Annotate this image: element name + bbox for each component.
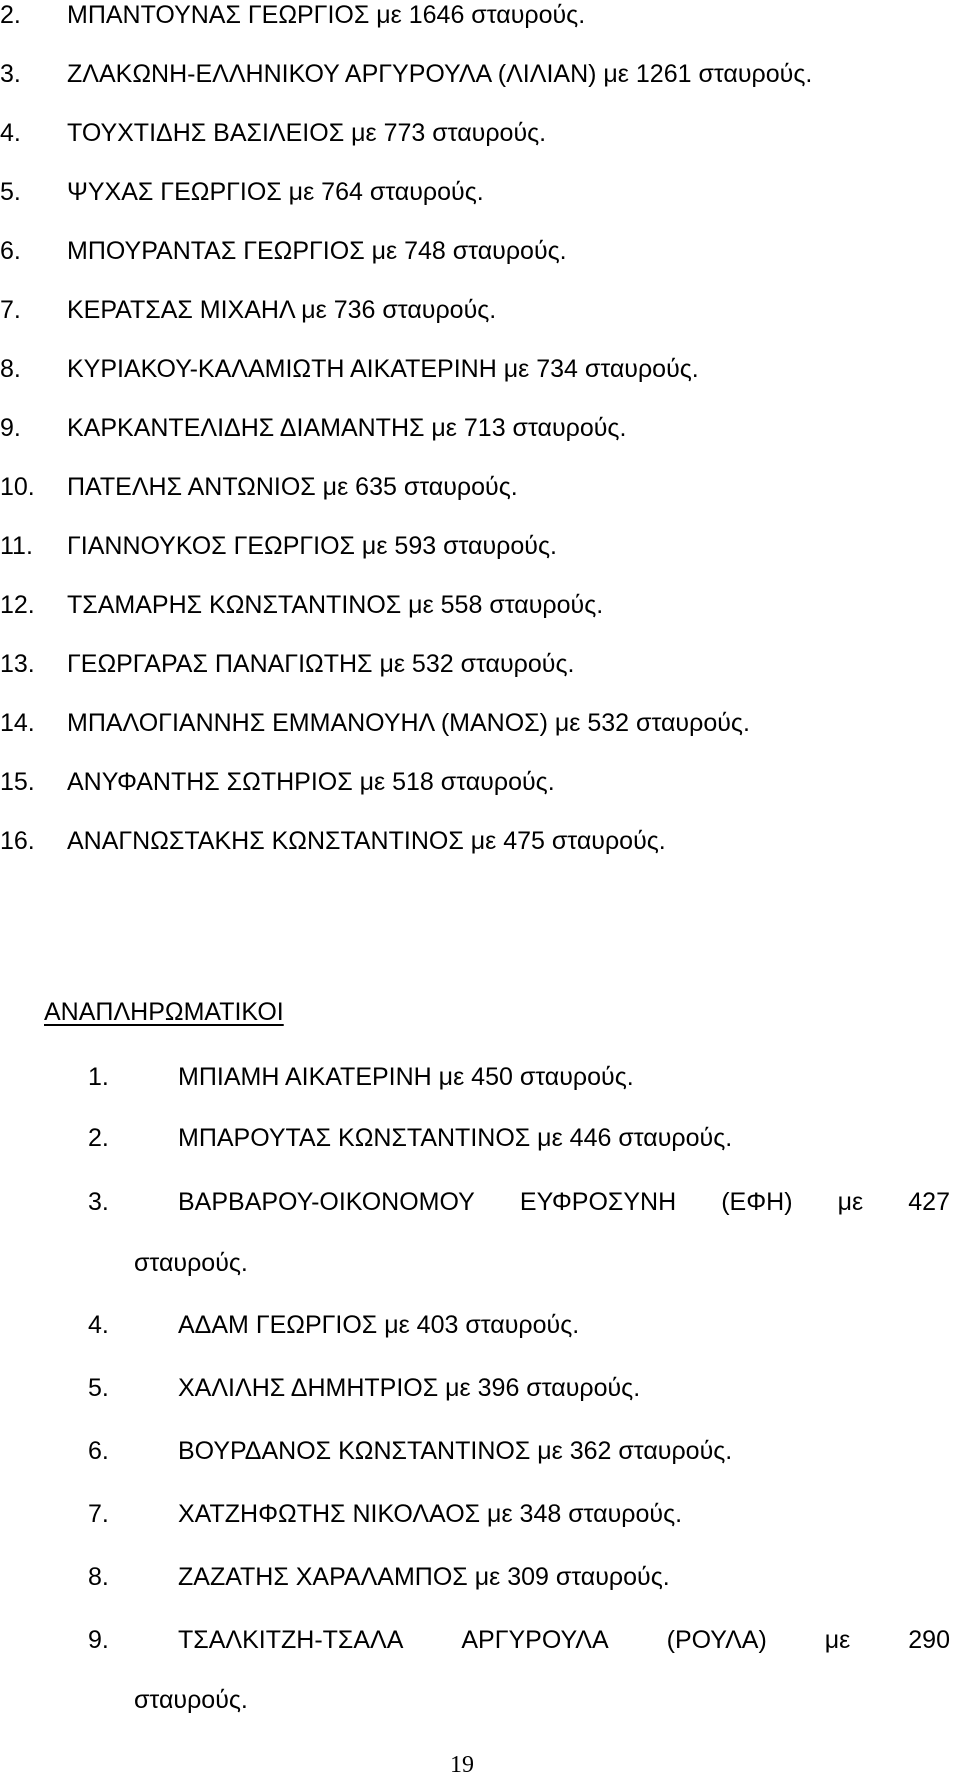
list-item-text: ΠΑΤΕΛΗΣ ΑΝΤΩΝΙΟΣ με 635 σταυρούς. <box>67 473 518 501</box>
list-item-text: ΑΝΑΓΝΩΣΤΑΚΗΣ ΚΩΝΣΤΑΝΤΙΝΟΣ με 475 σταυρούς. <box>67 827 666 855</box>
list-item-number: 2. <box>0 1 21 29</box>
word: ΑΡΓΥΡΟΥΛΑ <box>461 1626 609 1654</box>
list-item-number: 14. <box>0 709 35 737</box>
list-item-text: ΜΠΑΝΤΟΥΝΑΣ ΓΕΩΡΓΙΟΣ με 1646 σταυρούς. <box>67 1 586 29</box>
list-item-number: 6. <box>0 237 21 265</box>
list-item-text: ΚΕΡΑΤΣΑΣ ΜΙΧΑΗΛ με 736 σταυρούς. <box>67 296 497 324</box>
word: (ΡΟΥΛΑ) <box>666 1626 767 1654</box>
list-item-number: 1. <box>88 1063 109 1091</box>
list-item-text: ΚΥΡΙΑΚΟΥ-ΚΑΛΑΜΙΩΤΗ ΑΙΚΑΤΕΡΙΝΗ με 734 σταυρούς. <box>67 355 699 383</box>
list-item-text: ΜΠΙΑΜΗ ΑΙΚΑΤΕΡΙΝΗ με 450 σταυρούς. <box>178 1063 634 1091</box>
list-item-text: ΖΛΑΚΩΝΗ-ΕΛΛΗΝΙΚΟΥ ΑΡΓΥΡΟΥΛΑ (ΛΙΛΙΑΝ) με 1261 σταυρούς. <box>67 60 813 88</box>
list-item-number: 6. <box>88 1437 109 1465</box>
list-item-number: 5. <box>0 178 21 206</box>
word: με <box>824 1626 851 1654</box>
list-item-text: ΨΥΧΑΣ ΓΕΩΡΓΙΟΣ με 764 σταυρούς. <box>67 178 484 206</box>
list-item-number: 12. <box>0 591 35 619</box>
word: με <box>837 1188 864 1216</box>
list-item-continuation: σταυρούς. <box>134 1249 248 1277</box>
word: ΤΣΑΛΚΙΤΖΗ-ΤΣΑΛΑ <box>178 1626 404 1654</box>
list-item-number: 2. <box>88 1124 109 1152</box>
list-item-text: ΚΑΡΚΑΝΤΕΛΙΔΗΣ ΔΙΑΜΑΝΤΗΣ με 713 σταυρούς. <box>67 414 627 442</box>
list-item-text: ΓΕΩΡΓΑΡΑΣ ΠΑΝΑΓΙΩΤΗΣ με 532 σταυρούς. <box>67 650 575 678</box>
list-item-number: 9. <box>0 414 21 442</box>
word: ΒΑΡΒΑΡΟΥ-ΟΙΚΟΝΟΜΟΥ <box>178 1188 475 1216</box>
list-item-text: ΒΟΥΡΔΑΝΟΣ ΚΩΝΣΤΑΝΤΙΝΟΣ με 362 σταυρούς. <box>178 1437 733 1465</box>
list-item-text <box>178 1190 950 1215</box>
list-item-number: 3. <box>0 60 21 88</box>
substitutes-heading: ΑΝΑΠΛΗΡΩΜΑΤΙΚΟΙ <box>44 998 284 1026</box>
list-item-text: ΧΑΤΖΗΦΩΤΗΣ ΝΙΚΟΛΑΟΣ με 348 σταυρούς. <box>178 1500 683 1528</box>
list-item-text: ΤΣΑΜΑΡΗΣ ΚΩΝΣΤΑΝΤΙΝΟΣ με 558 σταυρούς. <box>67 591 604 619</box>
list-item-text: ΖΑΖΑΤΗΣ ΧΑΡΑΛΑΜΠΟΣ με 309 σταυρούς. <box>178 1563 670 1591</box>
list-item-number: 15. <box>0 768 35 796</box>
list-item-text <box>178 1628 950 1653</box>
list-item-continuation: σταυρούς. <box>134 1686 248 1714</box>
list-item-text: ΑΝΥΦΑΝΤΗΣ ΣΩΤΗΡΙΟΣ με 518 σταυρούς. <box>67 768 555 796</box>
word: 427 <box>908 1188 950 1216</box>
page-number: 19 <box>450 1752 474 1778</box>
list-item-number: 10. <box>0 473 35 501</box>
list-item-number: 11. <box>0 532 33 560</box>
list-item-number: 5. <box>88 1374 109 1402</box>
list-item-number: 4. <box>88 1311 109 1339</box>
word: ΕΥΦΡΟΣΥΝΗ <box>519 1188 677 1216</box>
list-item-text: ΑΔΑΜ ΓΕΩΡΓΙΟΣ με 403 σταυρούς. <box>178 1311 580 1339</box>
list-item-number: 9. <box>88 1626 109 1654</box>
list-item-text: ΜΠΑΡΟΥΤΑΣ ΚΩΝΣΤΑΝΤΙΝΟΣ με 446 σταυρούς. <box>178 1124 733 1152</box>
list-item-number: 16. <box>0 827 35 855</box>
word: (ΕΦΗ) <box>721 1188 793 1216</box>
list-item-number: 3. <box>88 1188 109 1216</box>
list-item-text: ΧΑΛΙΛΗΣ ΔΗΜΗΤΡΙΟΣ με 396 σταυρούς. <box>178 1374 641 1402</box>
list-item-text: ΓΙΑΝΝΟΥΚΟΣ ΓΕΩΡΓΙΟΣ με 593 σταυρούς. <box>67 532 557 560</box>
list-item-text: ΜΠΑΛΟΓΙΑΝΝΗΣ ΕΜΜΑΝΟΥΗΛ (ΜΑΝΟΣ) με 532 σταυρούς. <box>67 709 750 737</box>
list-item-number: 8. <box>88 1563 109 1591</box>
list-item-text: ΜΠΟΥΡΑΝΤΑΣ ΓΕΩΡΓΙΟΣ με 748 σταυρούς. <box>67 237 567 265</box>
list-item-number: 4. <box>0 119 21 147</box>
list-item-number: 8. <box>0 355 21 383</box>
list-item-number: 7. <box>88 1500 109 1528</box>
list-item-number: 13. <box>0 650 35 678</box>
list-item-number: 7. <box>0 296 21 324</box>
word: 290 <box>908 1626 950 1654</box>
list-item-text: ΤΟΥΧΤΙΔΗΣ ΒΑΣΙΛΕΙΟΣ με 773 σταυρούς. <box>67 119 547 147</box>
